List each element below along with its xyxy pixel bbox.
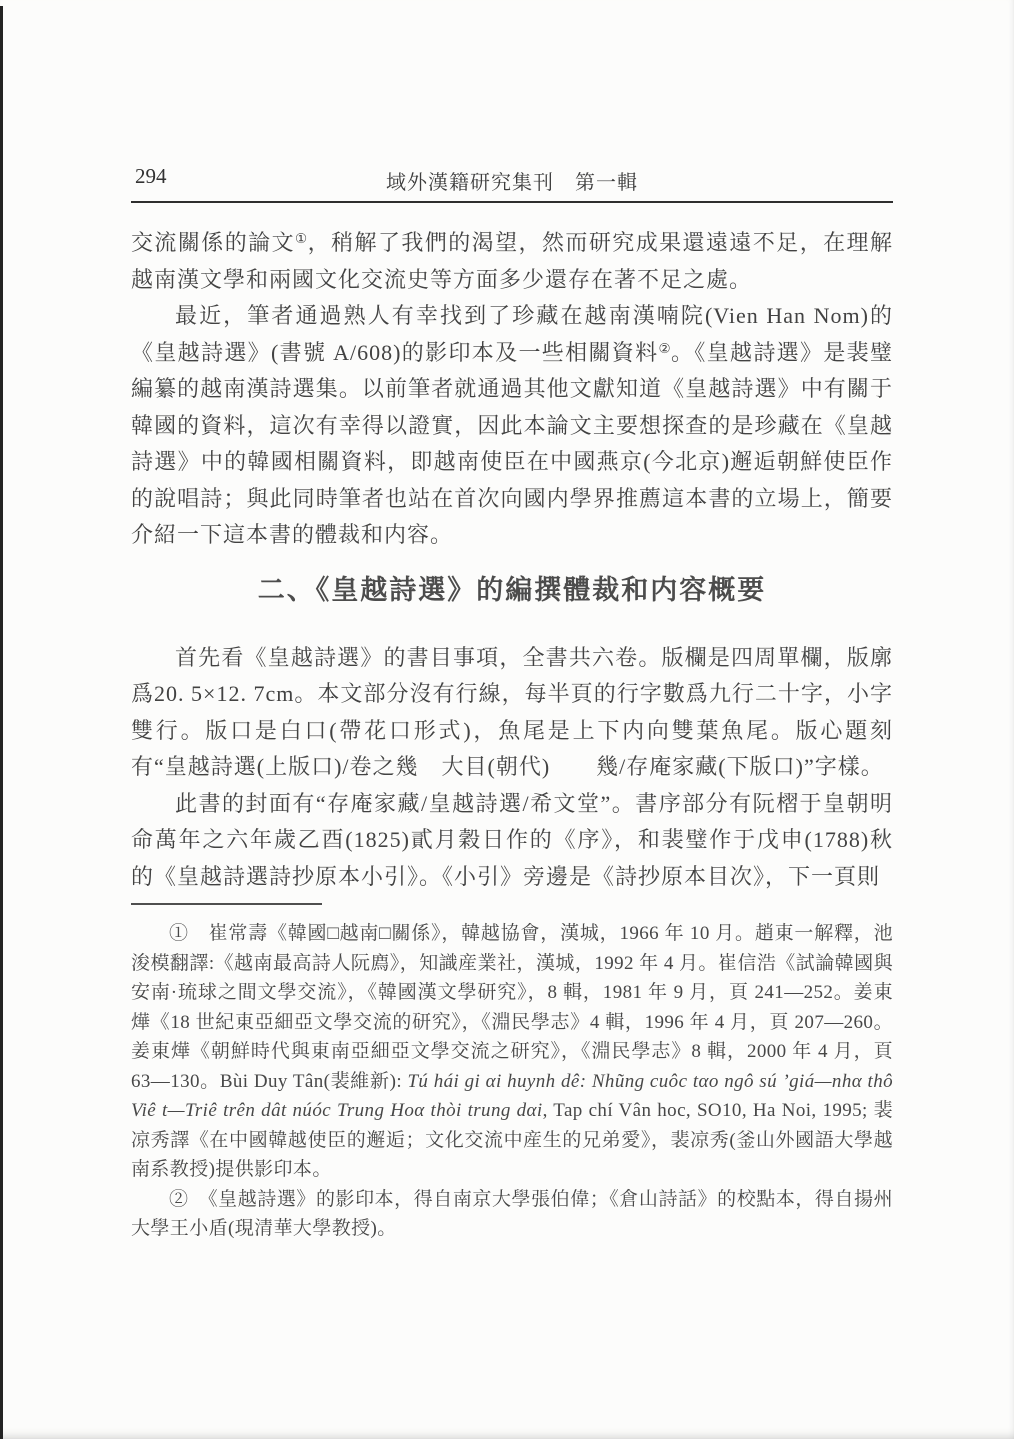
- article-body: [131, 225, 893, 895]
- page-content: [131, 164, 893, 1244]
- header-rule: [131, 201, 893, 203]
- journal-title: 域外漢籍研究集刊 第一輯: [386, 172, 638, 194]
- paragraph: 最近，筆者通過熟人有幸找到了珍藏在越南漢喃院(Vien Han Nom)的《皇越詩選》(書號 A/608)的影印本及一些相關資料②。《皇越詩選》是裴璧編纂的越南漢詩選集。以前筆者就通過其他文獻知道《皇越詩選》中有關于韓國的資料，這次有幸得以證實，因此本論文主要想探查的是珍藏在《皇越詩選》中的韓國相關資料，即越南使臣在中國燕京(今北京)邂逅朝鮮使臣作的說唱詩；與此同時筆者也站在首次向國内學界推薦這本書的立場上，簡要介紹一下這本書的體裁和内容。: [131, 303, 893, 547]
- footnote-separator: [131, 903, 322, 905]
- paragraph: 首先看《皇越詩選》的書目事項，全書共六卷。版欄是四周單欄，版廓爲20. 5×12. 7cm。本文部分沒有行線，每半頁的行字數爲九行二十字，小字雙行。版口是白口(帶花口形式)，魚尾是上下内向雙葉魚尾。版心題刻有“皇越詩選(上版口)/卷之幾 大目(朝代) 幾/存庵家藏(下版口)”字樣。: [131, 644, 893, 779]
- intro-paragraphs: [131, 225, 893, 554]
- section-paragraphs: [131, 640, 893, 896]
- paragraph: ② 《皇越詩選》的影印本，得自南京大學張伯偉；《倉山詩話》的校點本，得自揚州大學王小盾(現清華大學教授)。: [131, 1188, 893, 1239]
- page-header: [131, 164, 893, 196]
- paragraph: 此書的封面有“存庵家藏/皇越詩選/希文堂”。書序部分有阮槢于皇朝明命萬年之六年歲乙酉(1825)貳月穀日作的《序》，和裴璧作于戊申(1788)秋的《皇越詩選詩抄原本小引》。《小引》旁邊是《詩抄原本目次》，下一頁則: [131, 790, 893, 889]
- paragraph: 交流關係的論文①，稍解了我們的渴望，然而研究成果還遠遠不足，在理解越南漢文學和兩國文化交流史等方面多少還存在著不足之處。: [131, 230, 893, 292]
- paragraph: ① 崔常壽《韓國□越南□關係》，韓越協會，漢城，1966 年 10 月。趙東一解釋，池浚模翻譯:《越南最高詩人阮廌》，知識産業社，漢城，1992 年 4 月。崔信浩《試論韓國與安南·琉球之間文學交流》，《韓國漢文學研究》，8 輯，1981 年 9 月，頁 241—252。姜東燁《18 世紀東亞細亞文學交流的研究》，《淵民學志》4 輯，1996 年 4 月，頁 207—260。姜東燁《朝鮮時代與東南亞細亞文學交流之研究》，《淵民學志》8 輯，2000 年 4 月，頁 63—130。Bùi Duy Tân(裴維新): Tú hái gi αi huynh dê: Nhũng cuôc tαo ngô sú ’giá—nhα thô Viê t—Triê trên dât núóc Trung Hoα thòi trung dαi, Tap chí Vân hoc, SO10, Ha Noi, 1995; 裴凉秀譯《在中國韓越使臣的邂逅；文化交流中産生的兄弟愛》，裴凉秀(釜山外國語大學越南系教授)提供影印本。: [131, 923, 894, 1180]
- scan-edge-artifact: [0, 6, 3, 1439]
- page-number: 294: [135, 164, 167, 188]
- footnotes: [131, 919, 893, 1244]
- section-heading: 二、《皇越詩選》的編撰體裁和内容概要: [257, 574, 767, 605]
